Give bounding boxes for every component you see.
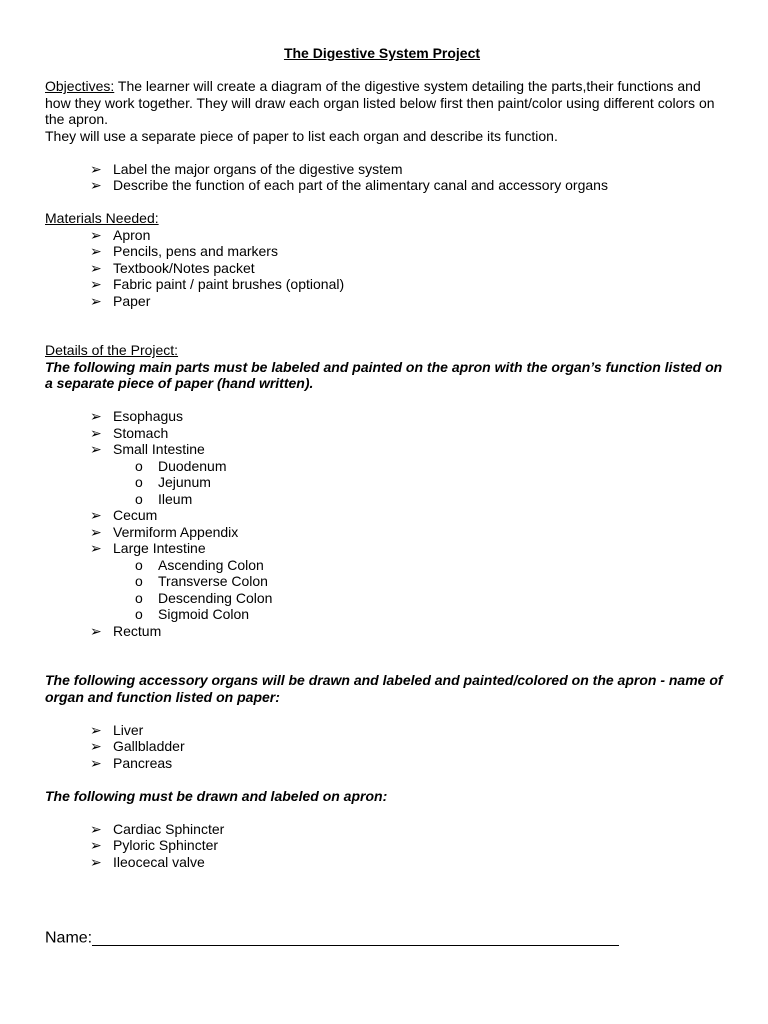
list-item — [45, 260, 725, 277]
name-blank-line[interactable] — [92, 929, 619, 946]
list-item-text: Cecum — [113, 507, 158, 523]
list-item — [45, 837, 725, 854]
list-item-text: Pancreas — [113, 754, 173, 771]
list-item-text: Ascending Colon — [158, 556, 264, 573]
list-item — [45, 425, 725, 442]
materials-list — [45, 227, 725, 310]
list-item — [45, 507, 725, 524]
circle-bullet-icon: o — [135, 556, 143, 573]
list-item — [45, 524, 725, 541]
arrow-bullet-icon: ➢ — [90, 754, 102, 771]
list-item — [45, 293, 725, 310]
accessory-list — [45, 722, 725, 772]
arrow-bullet-icon: ➢ — [90, 243, 102, 259]
list-item-text: Textbook/Notes packet — [113, 259, 255, 276]
arrow-bullet-icon: ➢ — [90, 160, 102, 177]
objectives-text-2: They will use a separate piece of paper to list each organ and describe its function. — [45, 127, 558, 144]
list-item — [45, 821, 725, 838]
list-item-text: Vermiform Appendix — [113, 523, 239, 540]
list-item-text: Small Intestine — [113, 441, 205, 457]
list-item-text: Large Intestine — [113, 540, 206, 556]
list-item-text: Apron — [113, 226, 151, 243]
list-item-text: Paper — [113, 292, 151, 309]
circle-bullet-icon: o — [135, 457, 143, 474]
arrow-bullet-icon: ➢ — [90, 276, 102, 292]
sphincters-list — [45, 821, 725, 871]
list-item-text: Ileum — [158, 490, 193, 507]
list-item — [45, 441, 725, 458]
circle-bullet-icon: o — [135, 606, 143, 622]
arrow-bullet-icon: ➢ — [90, 738, 102, 754]
arrow-bullet-icon: ➢ — [90, 837, 102, 853]
arrow-bullet-icon: ➢ — [90, 523, 102, 540]
objectives-list — [45, 161, 725, 194]
arrow-bullet-icon: ➢ — [90, 292, 102, 309]
list-item-text: Esophagus — [113, 408, 184, 424]
arrow-bullet-icon: ➢ — [90, 424, 102, 441]
objectives-label: Objectives: — [45, 78, 115, 94]
list-item-text: Label the major organs of the digestive system — [113, 160, 403, 177]
arrow-bullet-icon: ➢ — [90, 259, 102, 276]
materials-label: Materials Needed: — [45, 210, 159, 226]
sub-list-item — [45, 458, 725, 475]
arrow-bullet-icon: ➢ — [90, 540, 102, 556]
main-parts-list — [45, 408, 725, 639]
list-item-text: Liver — [113, 721, 144, 738]
arrow-bullet-icon: ➢ — [90, 408, 102, 424]
sub-list-item — [45, 573, 725, 590]
list-item-text: Cardiac Sphincter — [113, 820, 225, 837]
list-item — [45, 540, 725, 557]
list-item-text: Duodenum — [158, 457, 227, 474]
arrow-bullet-icon: ➢ — [90, 820, 102, 837]
name-field[interactable] — [45, 929, 619, 947]
page-title: The Digestive System Project — [283, 45, 481, 61]
accessory-intro: The following accessory organs will be drawn and labeled and painted/colored on the apron - name of organ and function listed on paper: — [45, 672, 723, 705]
sub-list-item — [45, 474, 725, 491]
objectives-paragraph — [45, 78, 725, 128]
circle-bullet-icon: o — [135, 573, 143, 589]
list-item-text: Rectum — [113, 622, 162, 639]
list-item-text: Pencils, pens and markers — [113, 243, 278, 259]
arrow-bullet-icon: ➢ — [90, 226, 102, 243]
circle-bullet-icon: o — [135, 589, 143, 606]
sub-list-item — [45, 557, 725, 574]
list-item-text: Pyloric Sphincter — [113, 837, 219, 853]
arrow-bullet-icon: ➢ — [90, 721, 102, 738]
objectives-text: The learner will create a diagram of the digestive system detailing the parts,their functions and how they work together. They will draw each organ listed below first then paint/color using different colors on the apron. — [45, 78, 715, 127]
list-item-text: Sigmoid Colon — [158, 606, 250, 622]
list-item-text: Descending Colon — [158, 589, 273, 606]
list-item — [45, 722, 725, 739]
list-item-text: Fabric paint / paint brushes (optional) — [113, 276, 345, 292]
sphincters-intro: The following must be drawn and labeled on apron: — [45, 787, 388, 804]
arrow-bullet-icon: ➢ — [90, 441, 102, 457]
arrow-bullet-icon: ➢ — [90, 622, 102, 639]
list-item — [45, 227, 725, 244]
list-item-text: Describe the function of each part of the alimentary canal and accessory organs — [113, 177, 608, 193]
sub-list-item — [45, 606, 725, 623]
list-item — [45, 161, 725, 178]
name-label: Name: — [45, 929, 93, 947]
arrow-bullet-icon: ➢ — [90, 853, 102, 870]
sub-list-item — [45, 590, 725, 607]
document-page — [45, 45, 725, 870]
list-item — [45, 738, 725, 755]
list-item — [45, 854, 725, 871]
details-label: Details of the Project: — [45, 342, 179, 358]
arrow-bullet-icon: ➢ — [90, 177, 102, 193]
list-item — [45, 408, 725, 425]
list-item — [45, 177, 725, 194]
list-item-text: Gallbladder — [113, 738, 185, 754]
list-item — [45, 276, 725, 293]
list-item — [45, 243, 725, 260]
list-item-text: Stomach — [113, 424, 169, 441]
details-intro: The following main parts must be labeled and painted on the apron with the organ’s function listed on a separate piece of paper (hand written). — [45, 358, 723, 391]
list-item — [45, 755, 725, 772]
circle-bullet-icon: o — [135, 474, 143, 490]
arrow-bullet-icon: ➢ — [90, 507, 102, 523]
list-item — [45, 623, 725, 640]
list-item-text: Ileocecal valve — [113, 853, 205, 870]
list-item-text: Jejunum — [158, 474, 211, 490]
sub-list-item — [45, 491, 725, 508]
circle-bullet-icon: o — [135, 490, 143, 507]
list-item-text: Transverse Colon — [158, 573, 268, 589]
